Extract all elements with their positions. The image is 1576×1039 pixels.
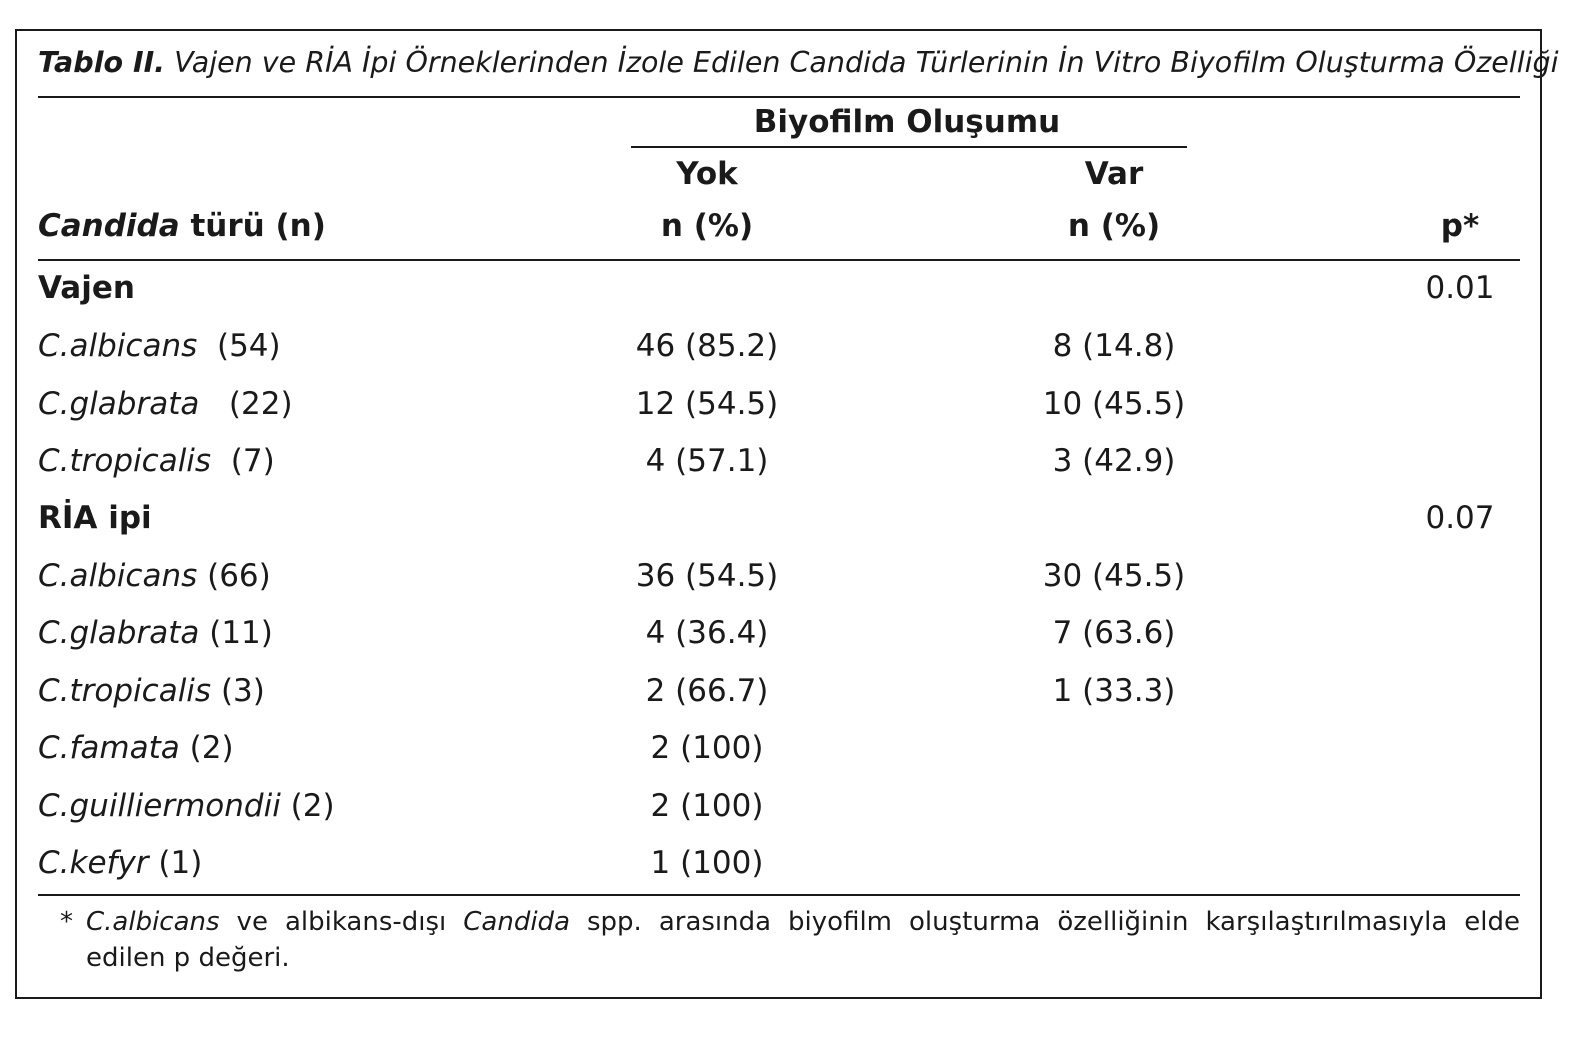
table-frame bbox=[15, 29, 1542, 999]
species-count: (3) bbox=[220, 673, 265, 709]
species-name: C.glabrata bbox=[38, 386, 200, 422]
species-name: C.albicans bbox=[38, 328, 198, 364]
header-yok-unit: n (%) bbox=[660, 208, 754, 244]
header-p: p* bbox=[1440, 208, 1480, 244]
header-var: Var bbox=[1084, 156, 1144, 192]
header-rule bbox=[38, 259, 1520, 261]
section-title: Vajen bbox=[38, 270, 135, 306]
species-count: (1) bbox=[158, 845, 203, 881]
species-cell bbox=[38, 730, 234, 766]
species-cell bbox=[38, 443, 275, 479]
section-p-value: 0.01 bbox=[1425, 270, 1495, 306]
yok-value: 2 (100) bbox=[650, 788, 764, 824]
yok-value: 2 (100) bbox=[650, 730, 764, 766]
species-count: (2) bbox=[290, 788, 335, 824]
yok-value: 46 (85.2) bbox=[635, 328, 779, 364]
species-cell bbox=[38, 615, 273, 651]
header-species-rest: türü (n) bbox=[179, 208, 326, 244]
footnote-marker: * bbox=[60, 907, 73, 937]
var-value: 10 (45.5) bbox=[1042, 386, 1186, 422]
yok-value: 36 (54.5) bbox=[635, 558, 779, 594]
species-count: (2) bbox=[189, 730, 234, 766]
footnote-italic-species: C.albicans bbox=[86, 907, 220, 937]
yok-value: 1 (100) bbox=[650, 845, 764, 881]
footnote-text-part1: ve albikans-dışı bbox=[219, 907, 464, 937]
species-count: (11) bbox=[209, 615, 273, 651]
species-count: (22) bbox=[228, 386, 293, 422]
species-name: C.kefyr bbox=[38, 845, 149, 881]
species-cell bbox=[38, 558, 271, 594]
footnote-italic-genus: Candida bbox=[463, 907, 570, 937]
species-name: C.albicans bbox=[38, 558, 198, 594]
species-cell bbox=[38, 673, 265, 709]
species-name: C.guilliermondii bbox=[38, 788, 281, 824]
table-title-text: Vajen ve RİA İpi Örneklerinden İzole Edilen Candida Türlerinin İn Vitro Biyofilm Oluşturma Özelliği bbox=[174, 46, 1559, 79]
species-count: (54) bbox=[216, 328, 281, 364]
yok-value: 4 (36.4) bbox=[645, 615, 769, 651]
species-name: C.famata bbox=[38, 730, 180, 766]
header-group-rule bbox=[631, 146, 1187, 148]
header-var-unit: n (%) bbox=[1067, 208, 1161, 244]
header-group: Biyofilm Oluşumu bbox=[753, 104, 1061, 140]
var-value: 30 (45.5) bbox=[1042, 558, 1186, 594]
header-species-italic: Candida bbox=[38, 208, 180, 244]
header-species bbox=[38, 208, 326, 244]
footnote-text-part2: spp. arasında biyofilm oluşturma özelliğinin karşılaştırılmasıyla elde edilen p değeri. bbox=[86, 907, 1520, 973]
species-cell bbox=[38, 845, 202, 881]
header-yok: Yok bbox=[676, 156, 738, 192]
section-p-value: 0.07 bbox=[1425, 500, 1495, 536]
yok-value: 12 (54.5) bbox=[635, 386, 779, 422]
var-value: 8 (14.8) bbox=[1052, 328, 1176, 364]
var-value: 3 (42.9) bbox=[1052, 443, 1176, 479]
yok-value: 2 (66.7) bbox=[645, 673, 769, 709]
species-cell bbox=[38, 328, 281, 364]
species-count: (66) bbox=[207, 558, 271, 594]
top-rule bbox=[38, 96, 1520, 98]
species-name: C.tropicalis bbox=[38, 443, 212, 479]
yok-value: 4 (57.1) bbox=[645, 443, 769, 479]
footnote bbox=[60, 904, 1520, 976]
table-title-label: Tablo II. bbox=[38, 46, 165, 79]
species-count: (7) bbox=[230, 443, 275, 479]
species-name: C.tropicalis bbox=[38, 673, 212, 709]
bottom-rule bbox=[38, 894, 1520, 896]
species-name: C.glabrata bbox=[38, 615, 200, 651]
var-value: 7 (63.6) bbox=[1052, 615, 1176, 651]
species-cell bbox=[38, 386, 293, 422]
var-value: 1 (33.3) bbox=[1052, 673, 1176, 709]
table-title bbox=[38, 46, 1559, 79]
species-cell bbox=[38, 788, 335, 824]
footnote-text bbox=[86, 904, 1520, 976]
section-title: RİA ipi bbox=[38, 500, 152, 536]
